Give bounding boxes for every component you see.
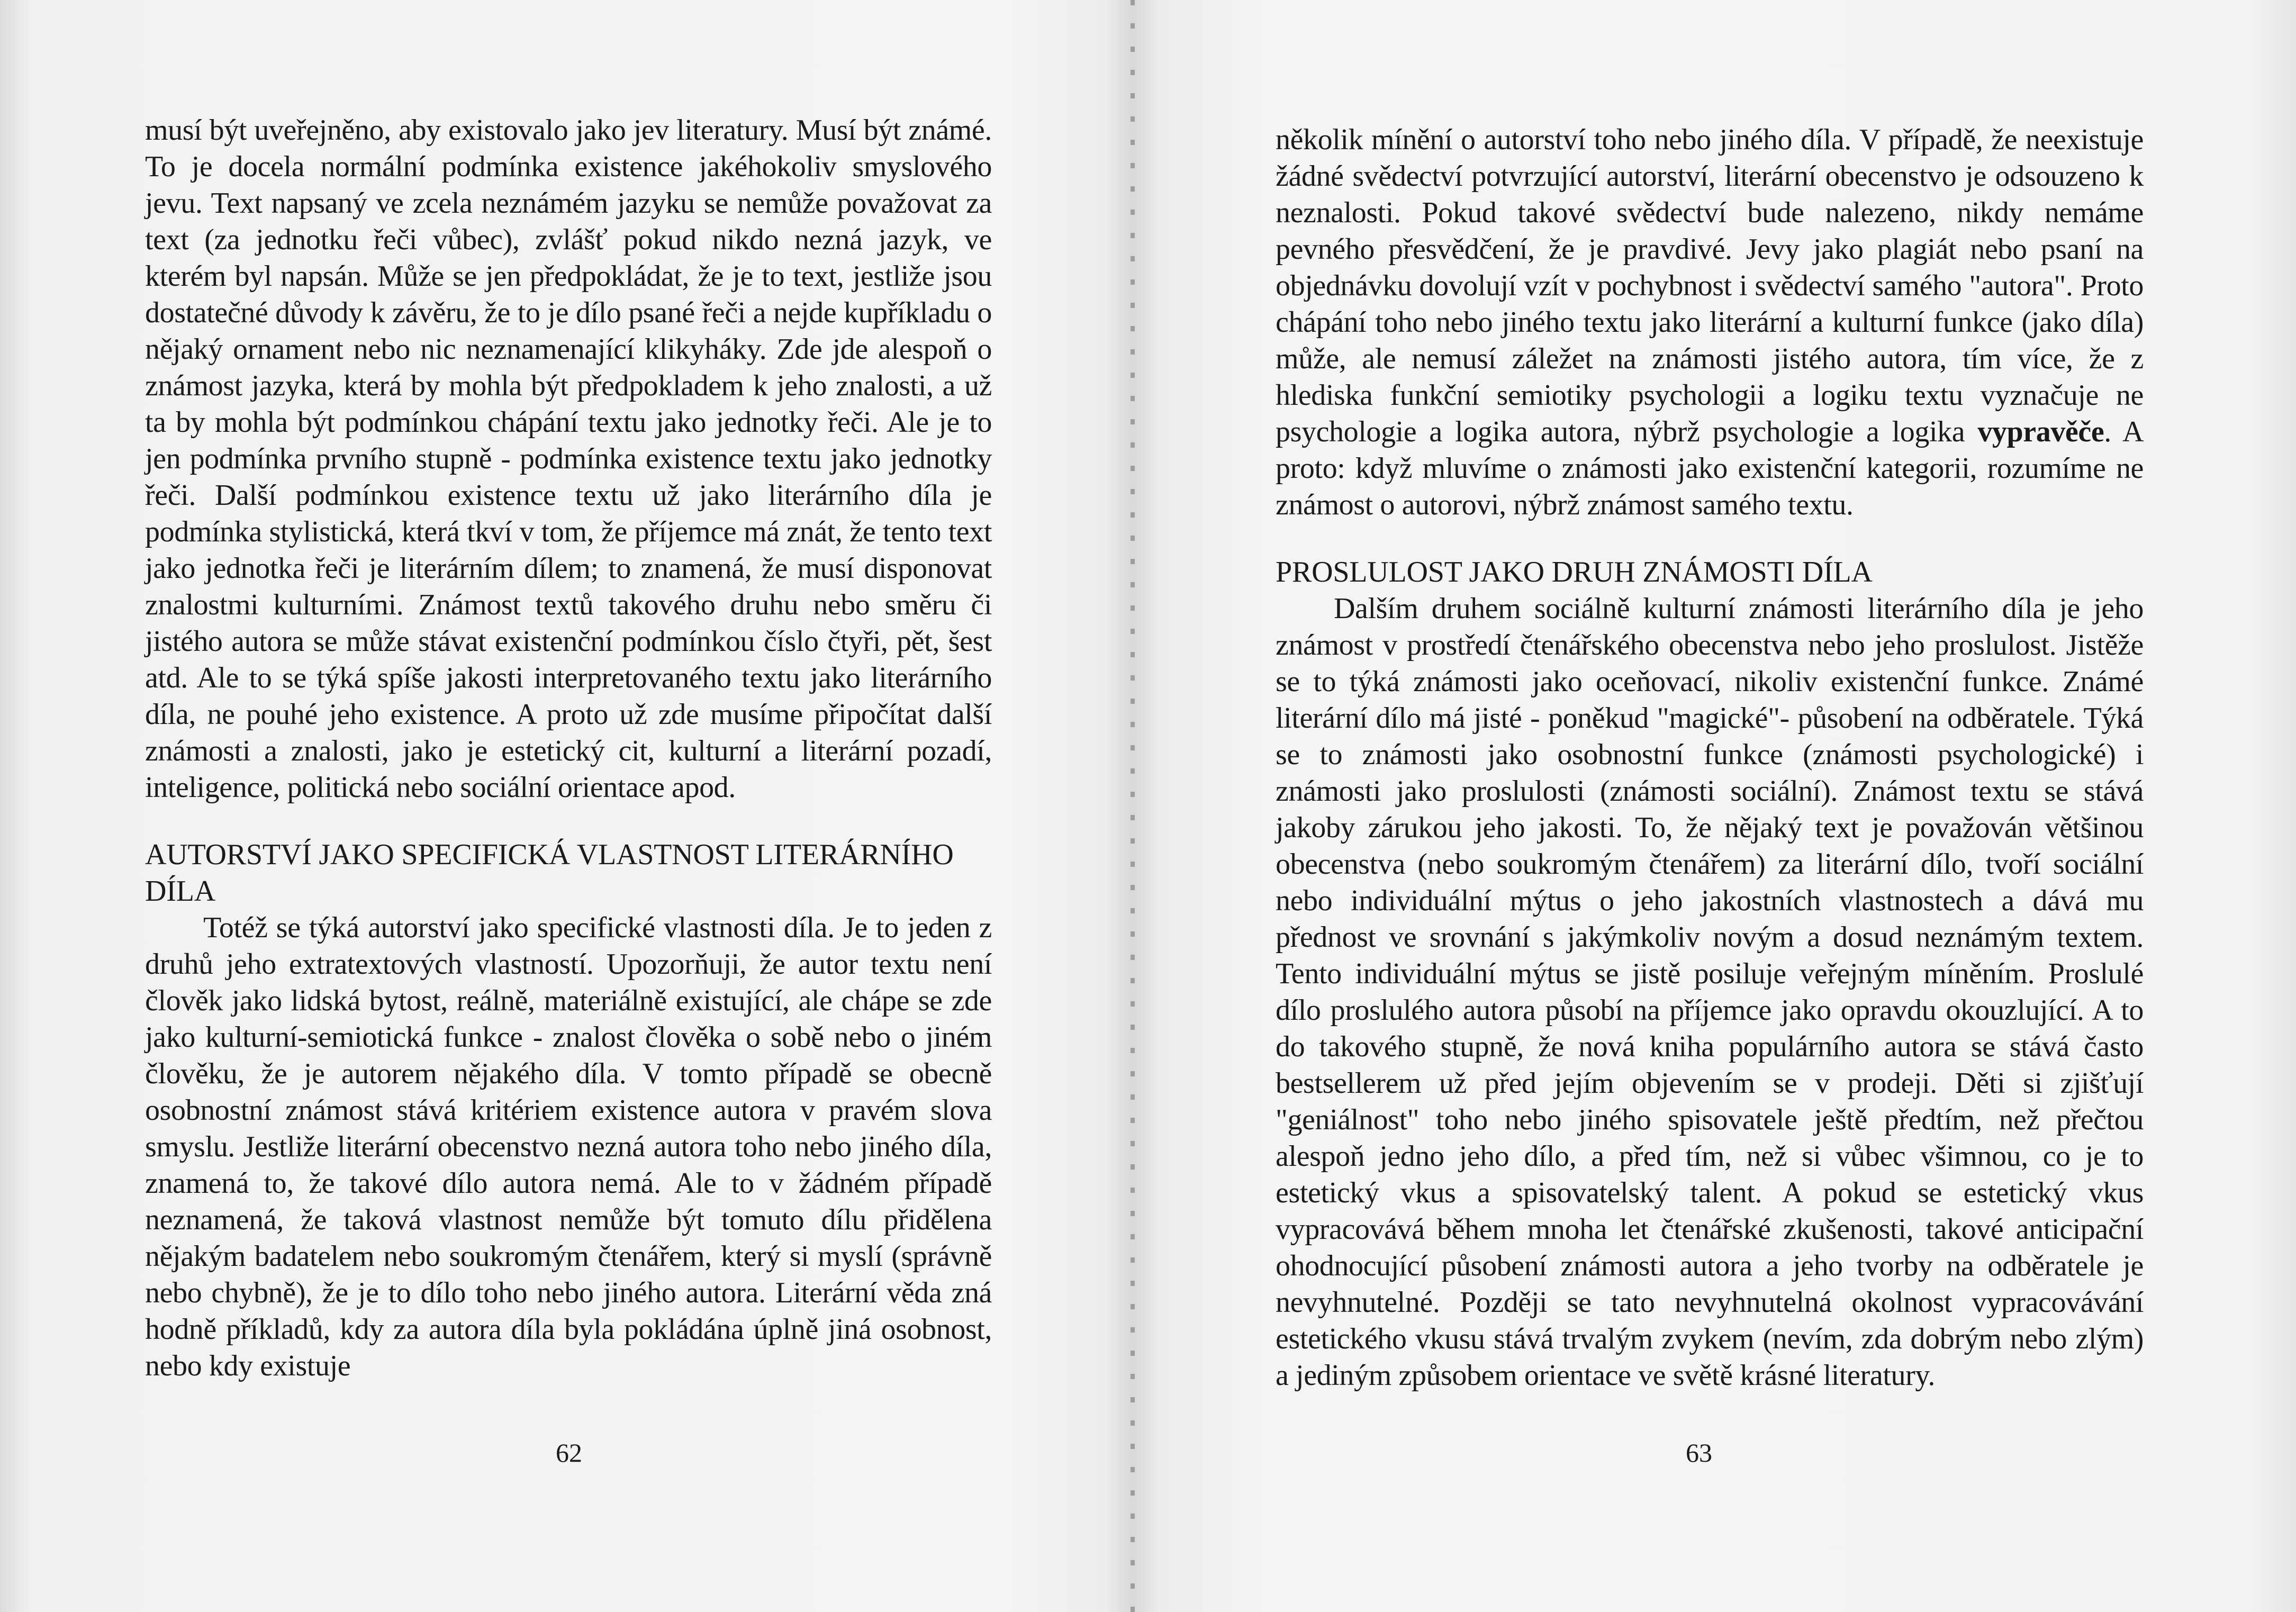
left-paragraph-2: Totéž se týká autorství jako specifické vlastnosti díla. Je to jeden z druhů jeho extratextových vlastností. Upozorňuji, že autor textu není člověk jako lidská bytost, reálně, materiálně existující, ale chápe se zde jako kulturní-semiotická funkce - znalost člověka o sobě nebo o jiném člověku, že je autorem nějakého díla. V tomto případě se obecně osobnostní známost stává kritériem existence autora v pravém slova smyslu. Jestliže literární obecenstvo nezná autora toho nebo jiného díla, znamená to, že takové dílo autora nemá. Ale to v žádném případě neznamená, že taková vlastnost nemůže být tomuto dílu přidělena nějakým badatelem nebo soukromým čtenářem, který si myslí (správně nebo chybně), že je to dílo toho nebo jiného autora. Literární věda zná hodně příkladů, kdy za autora díla byla pokládána úplně jiná osobnost, nebo kdy existuje	[145, 911, 992, 1382]
left-section-heading: AUTORSTVÍ JAKO SPECIFICKÁ VLASTNOST LITERÁRNÍHO DÍLA	[145, 838, 954, 908]
right-paragraph-1-text: několik mínění o autorství toho nebo jiného díla. V případě, že neexistuje žádné svědectví potvrzující autorství, literární obecenstvo je odsouzeno k neznalosti. Pokud takové svědectví bude nalezeno, nikdy nemáme pevného přesvědčení, že je pravdivé. Jevy jako plagiát nebo psaní na objednávku dovolují vzít v pochybnost i svědectví samého "autora". Proto chápání toho nebo jiného textu jako literární a kulturní funkce (jako díla) může, ale nemusí záležet na známosti jistého autora, tím více, že z hlediska funkční semiotiky psychologii a logiku textu vyznačuje ne psychologie a logika autora, nýbrž psychologie a logika	[1276, 123, 2144, 448]
right-paragraph-2: Dalším druhem sociálně kulturní známosti literárního díla je jeho známost v prostředí čtenářského obecenstva nebo jeho proslulost. Jistěže se to týká známosti jako oceňovací, nikoliv existenční funkce. Známé literární dílo má jisté - poněkud "magické"- působení na odběratele. Týká se to známosti jako osobnostní funkce (známosti psychologické) i známosti jako proslulosti (známosti sociální). Známost textu se stává jakoby zárukou jeho jakosti. To, že nějaký text je považován většinou obecenstva (nebo soukromým čtenářem) za literární dílo, tvoří sociální nebo individuální mýtus o jeho jakostních vlastnostech a dává mu přednost ve srovnání s jakýmkoliv novým a dosud neznámým textem. Tento individuální mýtus se jistě posiluje veřejným míněním. Proslulé dílo proslulého autora působí na příjemce jako opravdu okouzlující. A to do takového stupně, že nová kniha populárního autora se stává často bestsellerem už před jejím objevením se v prodeji. Děti si zjišťují "geniálnost" toho nebo jiného spisovatele ještě předtím, než přečtou alespoň jedno jeho dílo, a před tím, než si vůbec všimnou, co je to estetický vkus a spisovatelský talent. A pokud se estetický vkus vypracovává během mnoha let čtenářské zkušenosti, takové anticipační ohodnocující působení známosti autora a jeho tvorby na odběratele je nevyhnutelné. Později se tato nevyhnutelná okolnost vypracovávání estetického vkusu stává trvalým zvykem (nevím, zda dobrým nebo zlým) a jediným způsobem orientace ve světě krásné literatury.	[1276, 592, 2144, 1392]
right-page	[1133, 0, 2296, 1612]
right-paragraph-1-tail: . A proto: když mluvíme o známosti jako existenční kategorii, rozumíme ne známost o autorovi, nýbrž známost samého textu.	[1276, 415, 2144, 521]
left-page-number: 62	[556, 1438, 582, 1468]
right-paragraph-1	[1276, 122, 2144, 523]
right-text-column	[1276, 122, 2144, 1394]
right-section-heading: PROSLULOST JAKO DRUH ZNÁMOSTI DÍLA	[1276, 556, 1873, 588]
right-page-number: 63	[1686, 1438, 1712, 1468]
left-text-column	[145, 112, 992, 1384]
left-page	[0, 0, 1133, 1612]
bold-word-vypraveche: vypravěče	[1977, 415, 2104, 448]
left-paragraph-1: musí být uveřejněno, aby existovalo jako jev literatury. Musí být známé. To je docela normální podmínka existence jakéhokoliv smyslového jevu. Text napsaný ve zcela neznámém jazyku se nemůže považovat za text (za jednotku řeči vůbec), zvlášť pokud nikdo nezná jazyk, ve kterém byl napsán. Může se jen předpokládat, že je to text, jestliže jsou dostatečné důvody k závěru, že to je dílo psané řeči a nejde kupříkladu o nějaký ornament nebo nic neznamenající klikyháky. Zde jde alespoň o známost jazyka, která by mohla být předpokladem k jeho znalosti, a už ta by mohla být podmínkou chápání textu jako jednotky řeči. Ale je to jen podmínka prvního stupně - podmínka existence textu jako jednotky řeči. Další podmínkou existence textu už jako literárního díla je podmínka stylistická, která tkví v tom, že příjemce má znát, že tento text jako jednotka řeči je literárním dílem; to znamená, že musí disponovat znalostmi kulturními. Známost textů takového druhu nebo směru či jistého autora se může stávat existenční podmínkou číslo čtyři, pět, šest atd. Ale to se týká spíše jakosti interpretovaného textu jako literárního díla, ne pouhé jeho existence. A proto už zde musíme připočítat další známosti a znalosti, jako je estetický cit, kulturní a literární pozadí, inteligence, politická nebo sociální orientace apod.	[145, 114, 992, 804]
